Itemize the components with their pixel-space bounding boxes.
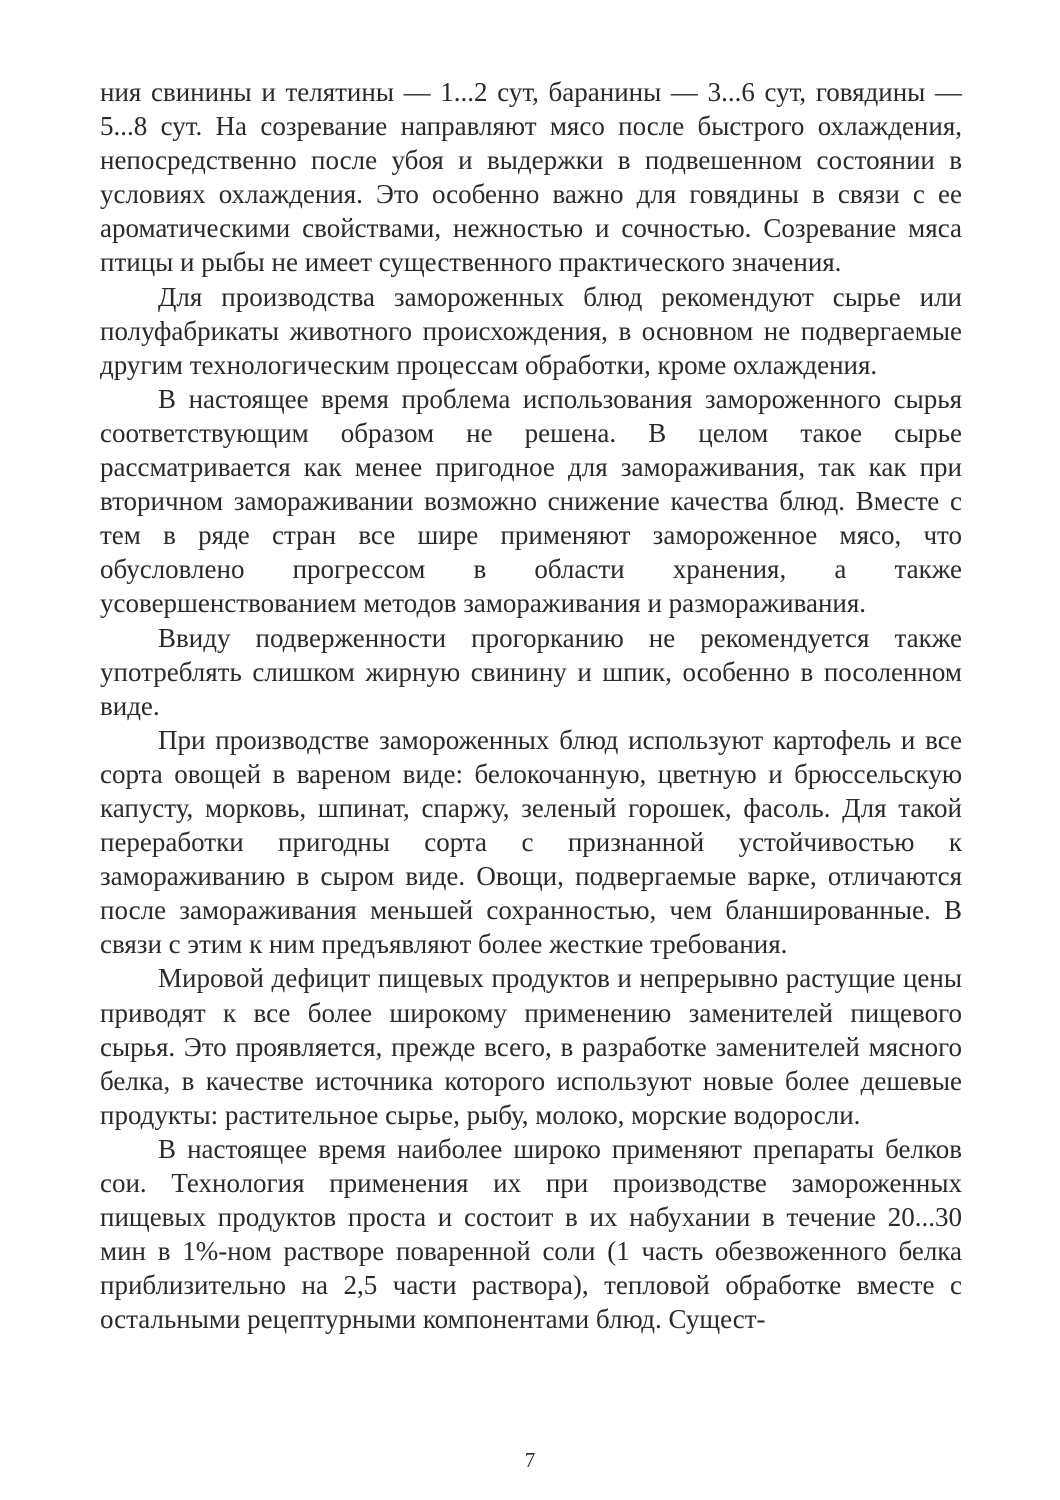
paragraph-7: В настоящее время наиболее широко применяют препараты белков сои. Технология применения их при производстве замороженных пищевых продуктов проста и состоит в их набухании в течение 20...30 мин в 1%-ном растворе поваренной соли (1 часть обезвоженного белка приблизительно на 2,5 части раствора), тепловой обработке вместе с остальными рецептурными компонентами блюд. Сущест- [100, 1133, 962, 1335]
document-body [100, 75, 962, 1336]
paragraph-3: В настоящее время проблема использования замороженного сырья соответствующим образом не решена. В целом такое сырье рассматривается как менее пригодное для замораживания, так как при вторичном замораживании возможно снижение качества блюд. Вместе с тем в ряде стран все шире применяют замороженное мясо, что обусловлено прогрессом в области хранения, а также усовершенствованием методов замораживания и размораживания. [100, 383, 962, 619]
paragraph-1: ния свинины и телятины — 1...2 сут, баранины — 3...6 сут, говядины — 5...8 сут. На созревание направляют мясо после быстрого охлаждения, непосредственно после убоя и выдержки в подвешенном состоянии в условиях охлаждения. Это особенно важно для говядины в связи с ее ароматическими свойствами, нежностью и сочностью. Созревание мяса птицы и рыбы не имеет существенного практического значения. [100, 77, 962, 278]
paragraph-6: Мировой дефицит пищевых продуктов и непрерывно растущие цены приводят к все более широкому применению заменителей пищевого сырья. Это проявляется, прежде всего, в разработке заменителей мясного белка, в качестве источника которого используют новые более дешевые продукты: растительное сырье, рыбу, молоко, морские водоросли. [100, 963, 962, 1130]
paragraph-2: Для производства замороженных блюд рекомендуют сырье или полуфабрикаты животного происхождения, в основном не подвергаемые другим технологическим процессам обработки, кроме охлаждения. [100, 281, 962, 380]
page-number: 7 [524, 1448, 536, 1472]
paragraph-5: При производстве замороженных блюд используют картофель и все сорта овощей в вареном виде: белокочанную, цветную и брюссельскую капусту, морковь, шпинат, спаржу, зеленый горошек, фасоль. Для такой переработки пригодны сорта с признанной устойчивостью к замораживанию в сыром виде. Овощи, подвергаемые варке, отличаются после замораживания меньшей сохранностью, чем бланшированные. В связи с этим к ним предъявляют более жесткие требования. [100, 724, 962, 960]
paragraph-4: Ввиду подверженности прогорканию не рекомендуется также употреблять слишком жирную свинину и шпик, особенно в посоленном виде. [100, 622, 962, 721]
